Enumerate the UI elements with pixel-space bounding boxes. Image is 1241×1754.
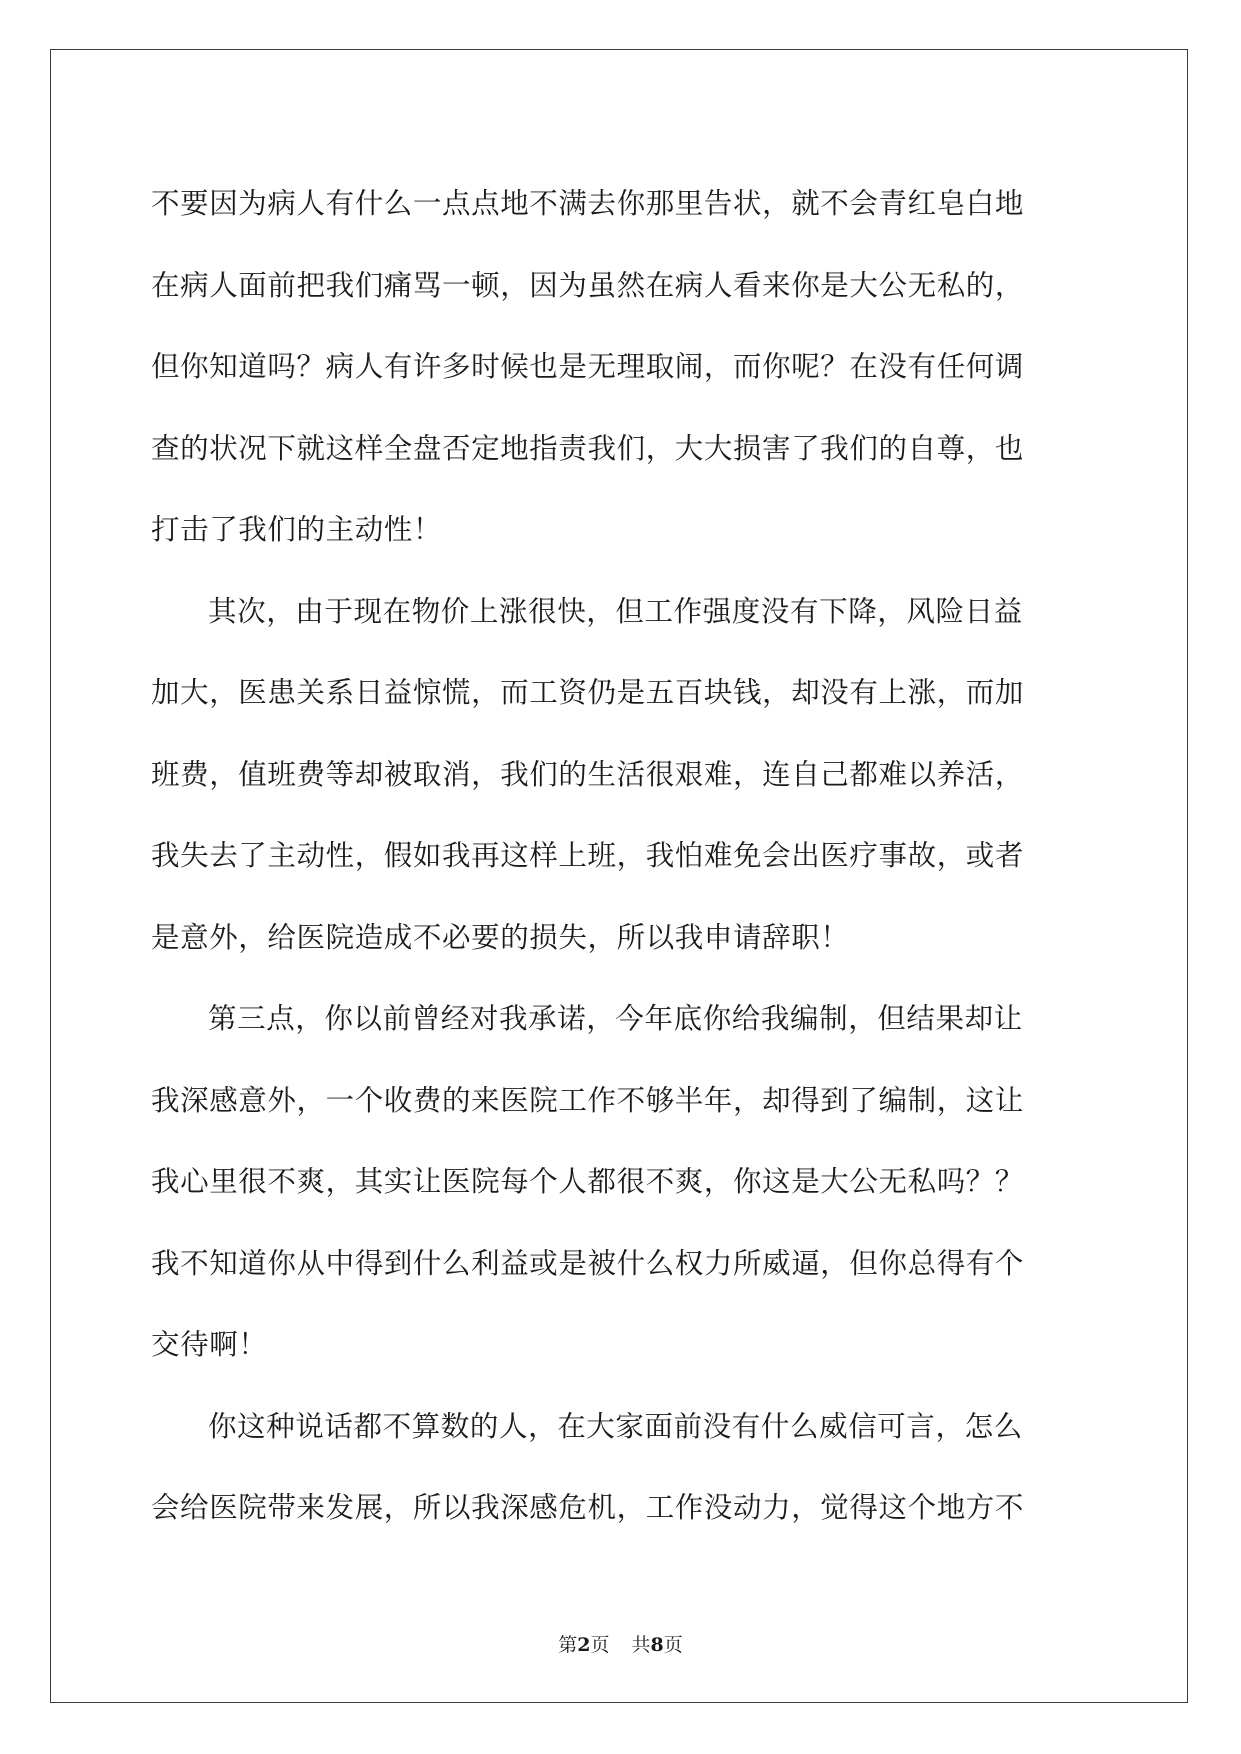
paragraph	[151, 1386, 1091, 1549]
total-prefix: 共	[631, 1634, 651, 1656]
text-line: 加大，医患关系日益惊慌，而工资仍是五百块钱，却没有上涨，而加	[151, 676, 1025, 709]
text-line: 我心里很不爽，其实让医院每个人都很不爽，你这是大公无私吗？？	[151, 1165, 1025, 1198]
paragraph	[151, 571, 1091, 979]
text-line: 但你知道吗？病人有许多时候也是无理取闹，而你呢？在没有任何调	[151, 350, 1025, 383]
text-line: 打击了我们的主动性！	[151, 513, 443, 546]
text-line: 不要因为病人有什么一点点地不满去你那里告状，就不会青红皂白地	[151, 187, 1025, 220]
text-line: 我失去了主动性，假如我再这样上班，我怕难免会出医疗事故，或者	[151, 839, 1025, 872]
text-line: 其次，由于现在物价上涨很快，但工作强度没有下降，风险日益	[208, 594, 1023, 628]
total-pages-number: 8	[650, 1634, 664, 1656]
text-line: 我不知道你从中得到什么利益或是被什么权力所威逼，但你总得有个	[151, 1246, 1025, 1280]
text-line: 交待啊！	[151, 1328, 268, 1361]
text-line: 你这种说话都不算数的人，在大家面前没有什么威信可言，怎么	[208, 1409, 1023, 1443]
current-page-number: 2	[577, 1634, 591, 1656]
page-label: 页	[590, 1634, 610, 1656]
paragraph	[151, 163, 1091, 571]
text-line: 在病人面前把我们痛骂一顿，因为虽然在病人看来你是大公无私的，	[151, 268, 1025, 302]
text-line: 班费，值班费等却被取消，我们的生活很艰难，连自己都难以养活，	[151, 757, 1025, 791]
text-line: 我深感意外，一个收费的来医院工作不够半年，却得到了编制，这让	[151, 1083, 1025, 1117]
total-label: 页	[663, 1634, 683, 1656]
text-line: 是意外，给医院造成不必要的损失，所以我申请辞职！	[151, 920, 850, 954]
text-line: 第三点，你以前曾经对我承诺，今年底你给我编制，但结果却让	[208, 1002, 1023, 1035]
page-footer	[0, 1633, 1241, 1657]
page-prefix: 第	[558, 1634, 578, 1656]
text-line: 查的状况下就这样全盘否定地指责我们，大大损害了我们的自尊，也	[151, 431, 1025, 465]
document-body	[151, 163, 1091, 1549]
text-line: 会给医院带来发展，所以我深感危机，工作没动力，觉得这个地方不	[151, 1491, 1025, 1524]
paragraph	[151, 978, 1091, 1386]
